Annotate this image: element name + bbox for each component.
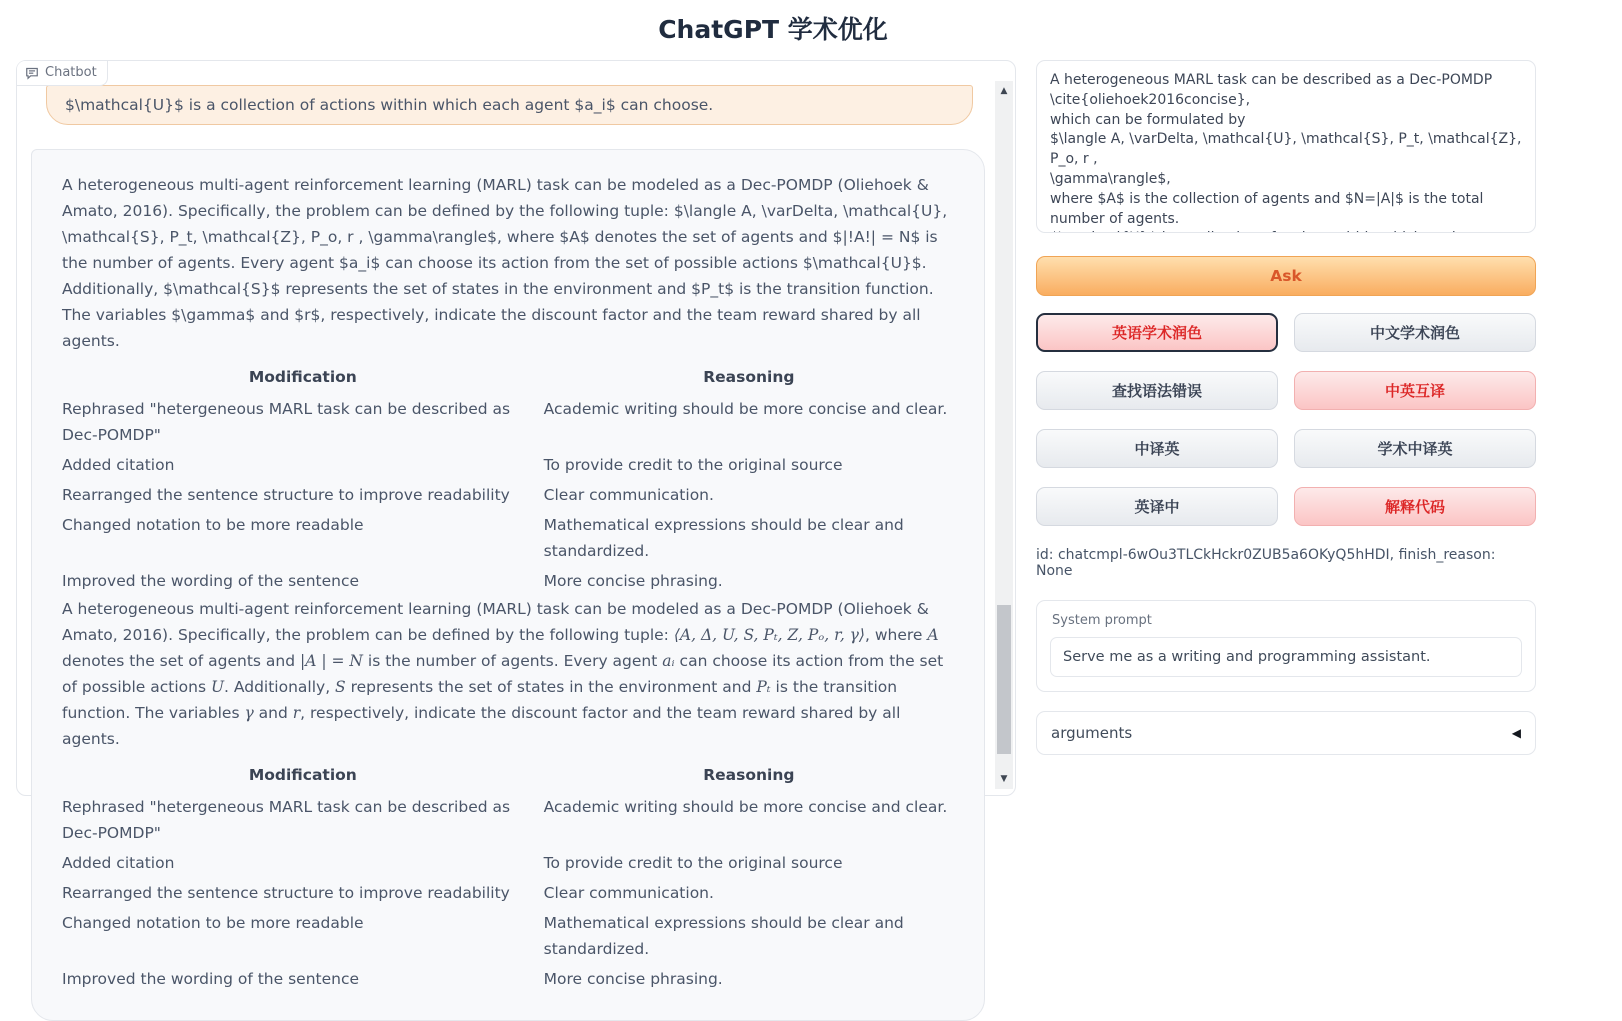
scroll-down-icon[interactable]: ▼	[1000, 774, 1008, 784]
prompt-textarea[interactable]	[1036, 60, 1536, 233]
chatbot-panel	[16, 60, 1016, 988]
status-line: id: chatcmpl-6wOu3TLCkHckr0ZUB5a6OKyQ5hHDI, finish_reason: None	[1036, 547, 1496, 579]
scroll-up-icon[interactable]: ▲	[1000, 86, 1008, 96]
chat-scrollbar[interactable]	[995, 81, 1013, 789]
ask-button[interactable]: Ask	[1036, 256, 1536, 296]
table-row: Changed notation to be more readable Mathematical expressions should be clear and standardized.	[62, 914, 904, 958]
button-en-to-zh[interactable]: 英译中	[1036, 487, 1278, 526]
main-row	[16, 60, 1536, 988]
table-header-modification: Modification	[248, 368, 357, 386]
revision-table	[62, 758, 954, 994]
bot-paragraph-latex: A heterogeneous multi-agent reinforcement learning (MARL) task can be modeled as a Dec-POMDP (Oliehoek & Amato, 2016). Specifically, the problem can be defined by the following tuple: $\langle A, \varDelta, \mathcal{U}, \mathcal{S}, P_t, \mathcal{Z}, P_o, r , \gamma\rangle$, where $A$ denotes the set of agents and $|!A!| = N$ is the number of agents. Every agent $a_i$ can choose its action from the set of possible actions $\mathcal{U}$. Additionally, $\mathcal{S}$ represents the set of states in the environment and $P_t$ is the transition function. The variables $\gamma$ and $r$, respectively, indicate the discount factor and the team reward shared by all agents.	[62, 176, 948, 350]
table-row: Improved the wording of the sentence More concise phrasing.	[62, 572, 723, 590]
accordion-label: arguments	[1051, 724, 1133, 742]
button-academic-zh-to-en[interactable]: 学术中译英	[1294, 429, 1536, 468]
scroll-thumb[interactable]	[997, 605, 1011, 754]
table-header-modification: Modification	[248, 766, 357, 784]
table-row: Rephrased "hetergeneous MARL task can be described as Dec-POMDP" Academic writing should be more concise and clear.	[62, 400, 948, 444]
table-header-reasoning: Reasoning	[703, 368, 795, 386]
revision-table	[62, 360, 954, 596]
button-zh-en-translate[interactable]: 中英互译	[1294, 371, 1536, 410]
table-header-reasoning: Reasoning	[703, 766, 795, 784]
button-chinese-polish[interactable]: 中文学术润色	[1294, 313, 1536, 352]
table-row: Changed notation to be more readable Mathematical expressions should be clear and standardized.	[62, 516, 904, 560]
page-title: ChatGPT 学术优化	[658, 15, 888, 44]
chat-viewport	[17, 61, 1015, 988]
bot-message	[31, 149, 985, 1021]
system-prompt-label: System prompt	[1052, 613, 1152, 628]
input-column	[1036, 60, 1536, 796]
table-row: Added citation To provide credit to the original source	[62, 456, 843, 474]
arguments-accordion[interactable]	[1036, 711, 1536, 755]
button-zh-to-en[interactable]: 中译英	[1036, 429, 1278, 468]
accordion-collapse-icon: ◀	[1511, 726, 1521, 740]
table-row: Rearranged the sentence structure to improve readability Clear communication.	[62, 884, 714, 902]
table-row: Rearranged the sentence structure to improve readability Clear communication.	[62, 486, 714, 504]
chat-bubble-icon	[25, 66, 39, 80]
table-row: Improved the wording of the sentence More concise phrasing.	[62, 970, 723, 988]
system-prompt-input[interactable]	[1050, 637, 1522, 677]
chatbot-label-text: Chatbot	[45, 65, 97, 80]
user-message: $\mathcal{U}$ is a collection of actions within which each agent $a_i$ can choose.	[46, 85, 973, 125]
button-explain-code[interactable]: 解释代码	[1294, 487, 1536, 526]
table-row: Added citation To provide credit to the original source	[62, 854, 843, 872]
table-row: Rephrased "hetergeneous MARL task can be described as Dec-POMDP" Academic writing should be more concise and clear.	[62, 798, 948, 842]
system-prompt-group	[1036, 600, 1536, 692]
button-english-polish[interactable]: 英语学术润色	[1036, 313, 1278, 352]
bot-paragraph-rendered: A heterogeneous multi-agent reinforcement learning (MARL) task can be modeled as a Dec-POMDP (Oliehoek & Amato, 2016). Specifically, the problem can be defined by the following tuple: ⟨A, Δ, U, S, Pₜ, Z, Pₒ, r, γ⟩, where A denotes the set of agents and |A | = N is the number of agents. Every agent aᵢ can choose its action from the set of possible actions U. Additionally, S represents the set of states in the environment and Pₜ is the transition function. The variables γ and r, respectively, indicate the discount factor and the team reward shared by all agents.	[62, 600, 944, 748]
preset-button-grid	[1036, 313, 1536, 526]
chatbot-label	[17, 61, 108, 86]
button-find-grammar-errors[interactable]: 查找语法错误	[1036, 371, 1278, 410]
